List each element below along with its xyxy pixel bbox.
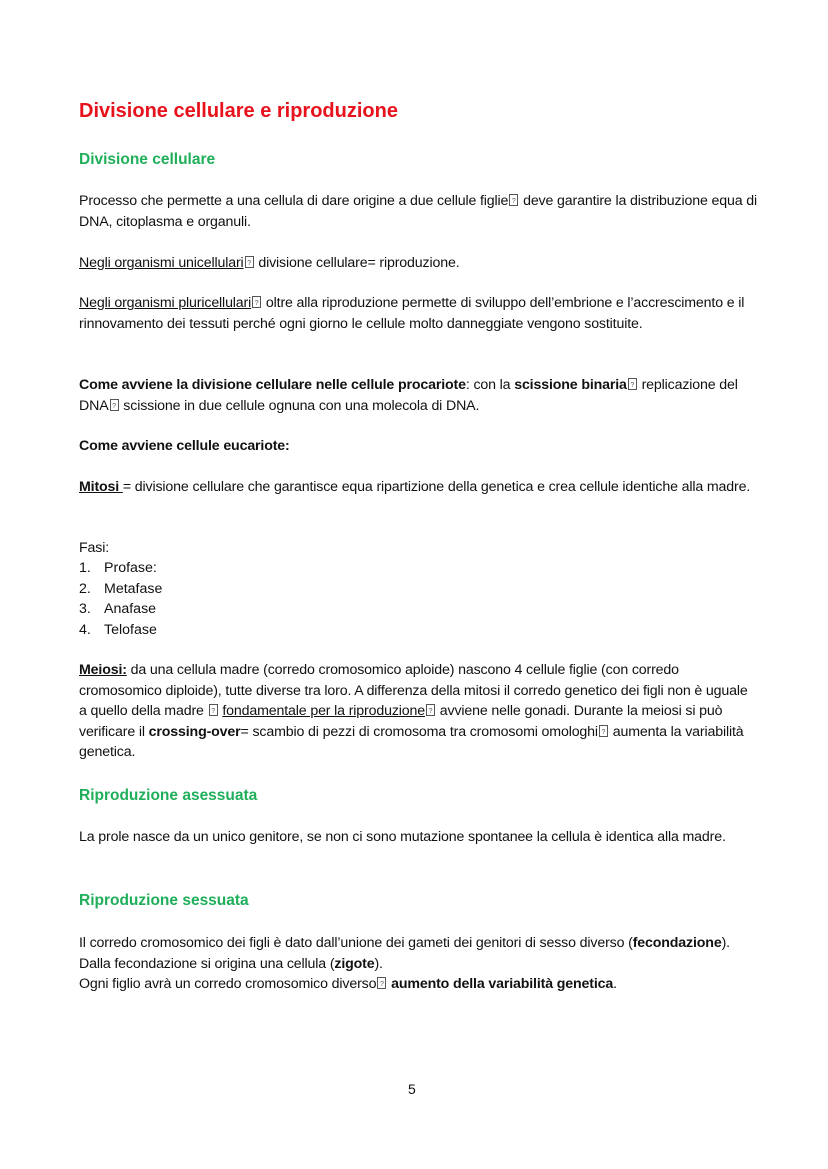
meiosi-underlined: fondamentale per la riproduzione (222, 703, 425, 719)
missing-glyph-icon (628, 378, 637, 390)
document-title: Divisione cellulare e riproduzione (79, 100, 398, 122)
list-item-number: 1. (79, 560, 91, 576)
meiosi-text-2: avviene nelle gonadi. Durante la meiosi si può verificare il (79, 703, 723, 740)
missing-glyph-icon (110, 399, 119, 411)
zigote-term: zigote (334, 955, 375, 972)
fasi-label: Fasi: (79, 540, 109, 556)
missing-glyph-icon (599, 725, 608, 737)
paragraph-mitosi (79, 477, 759, 498)
missing-glyph-icon (252, 296, 261, 308)
paragraph-asessuata: La prole nasce da un unico genitore, se non ci sono mutazione spontanee la cellula è identica alla madre. (79, 829, 726, 845)
paragraph-unicellulari (79, 253, 759, 274)
missing-glyph-icon (377, 977, 386, 989)
missing-glyph-icon (209, 704, 218, 716)
pluricellulari-text: oltre alla riproduzione permette di sviluppo dell’embrione e l’accrescimento e il rinnovamento dei tessuti perché ogni giorno le cellule molto danneggiate vengono sostituite. (79, 295, 745, 332)
list-item-text: Telofase (104, 621, 157, 638)
procariote-text-1: : con la (465, 377, 515, 393)
mitosi-label: Mitosi (79, 479, 123, 495)
sessuata-text-2: ). Dalla fecondazione si origina una cellula ( (79, 935, 730, 972)
list-item-text: Anafase (104, 601, 157, 617)
list-item-text: Profase: (104, 560, 157, 576)
sessuata-text-4: Ogni figlio avrà un corredo cromosomico diverso (79, 976, 377, 992)
list-item (79, 558, 162, 579)
unicellulari-label: Negli organismi unicellulari (79, 255, 244, 271)
sessuata-text-5: . (613, 976, 617, 992)
fasi-list (79, 558, 162, 640)
list-item-number: 3. (79, 601, 91, 617)
fecondazione-term: fecondazione (632, 935, 722, 951)
missing-glyph-icon (426, 704, 435, 716)
unicellulari-text: divisione cellulare= riproduzione. (254, 255, 460, 271)
paragraph-eucariote (79, 436, 759, 457)
pluricellulari-label: Negli organismi pluricellulari (79, 295, 252, 311)
mitosi-text: = divisione cellulare che garantisce equa ripartizione della genetica e crea cellule identiche alla madre. (122, 479, 751, 495)
list-item (79, 579, 162, 600)
heading-riproduzione-asessuata: Riproduzione asessuata (79, 787, 258, 804)
list-item-text: Metafase (104, 580, 163, 597)
paragraph-pluricellulari (79, 293, 759, 334)
heading-riproduzione-sessuata: Riproduzione sessuata (79, 892, 249, 909)
meiosi-text-1: da una cellula madre (corredo cromosomico aploide) nascono 4 cellule figlie (con corredo cromosomico diploide), tutte diverse tra loro. A differenza della mitosi il corredo genetico dei figli non è uguale a quello della madre (79, 662, 748, 719)
list-item-number: 2. (79, 580, 91, 597)
page-number: 5 (408, 1081, 416, 1097)
missing-glyph-icon (509, 194, 518, 206)
meiosi-label: Meiosi: (79, 662, 127, 678)
list-item (79, 599, 162, 620)
eucariote-label: Come avviene cellule eucariote: (79, 438, 290, 454)
missing-glyph-icon (245, 256, 254, 268)
paragraph-intro (79, 191, 759, 232)
meiosi-text-4: aumenta la variabilità genetica. (79, 723, 744, 760)
sessuata-text-3: ). (374, 955, 383, 972)
intro-text-1: Processo che permette a una cellula di dare origine a due cellule figlie (79, 193, 509, 209)
procariote-label: Come avviene la divisione cellulare nelle cellule procariote (79, 377, 466, 393)
list-item (79, 620, 162, 641)
paragraph-sessuata (79, 933, 759, 995)
crossing-over-term: crossing-over (148, 723, 241, 740)
procariote-text-3: scissione in due cellule ognuna con una molecola di DNA. (119, 397, 480, 414)
paragraph-meiosi (79, 660, 759, 763)
sessuata-text-1: Il corredo cromosomico dei figli è dato dall’unione dei gameti dei genitori di sesso diverso ( (79, 935, 633, 951)
heading-divisione-cellulare: Divisione cellulare (79, 151, 216, 168)
intro-text-2: deve garantire la distribuzione equa di DNA, citoplasma e organuli. (79, 193, 757, 230)
variabilita-term: aumento della variabilità genetica (387, 976, 614, 992)
list-item-number: 4. (79, 621, 91, 638)
paragraph-procariote (79, 375, 759, 416)
meiosi-text-3: = scambio di pezzi di cromosoma tra cromosomi omologhi (240, 723, 598, 740)
scissione-binaria-term: scissione binaria (514, 377, 627, 393)
procariote-text-2: replicazione del DNA (79, 377, 738, 414)
